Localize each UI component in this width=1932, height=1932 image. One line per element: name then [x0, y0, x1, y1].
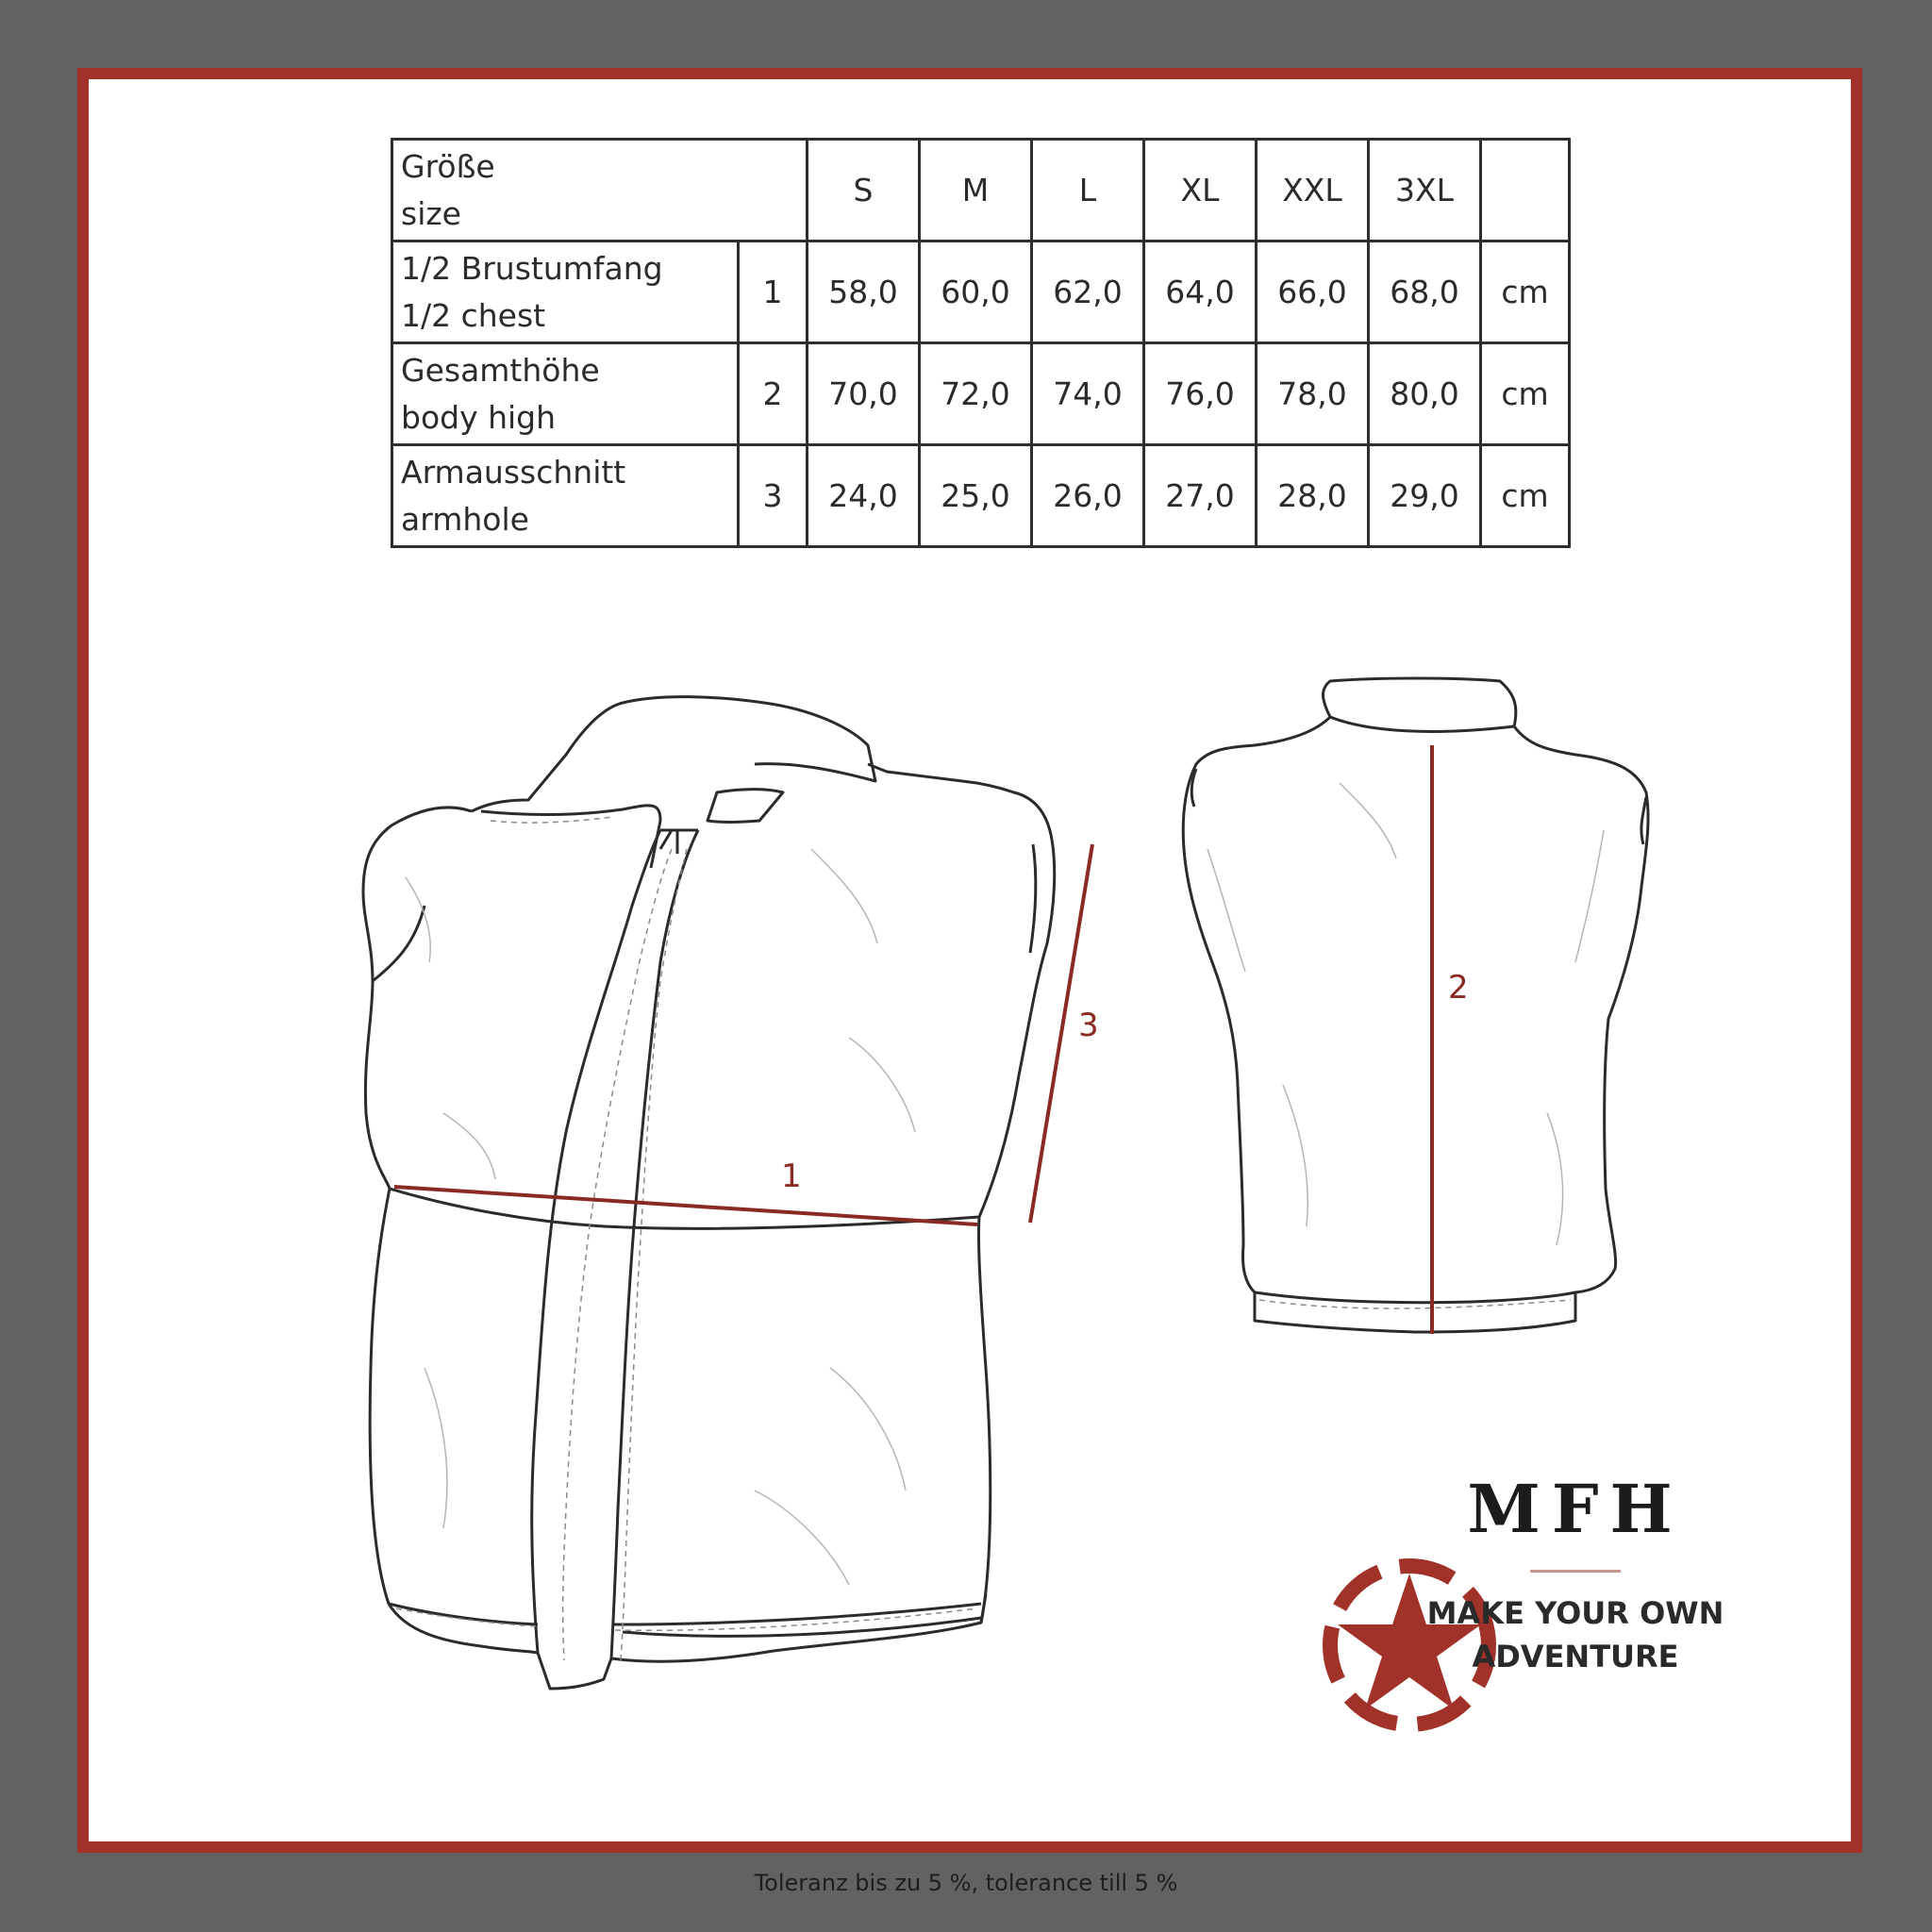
brand-tagline [1415, 1591, 1736, 1678]
row-index: 3 [739, 445, 808, 547]
row-label-de: Gesamthöhe [401, 351, 600, 389]
table-cell: 62,0 [1032, 242, 1144, 343]
size-col-xl: XL [1144, 140, 1257, 242]
table-cell: 27,0 [1144, 445, 1257, 547]
row-unit: cm [1481, 445, 1570, 547]
vest-back-drawing [1183, 678, 1648, 1332]
table-cell: 28,0 [1257, 445, 1369, 547]
brand-tagline-line1: MAKE YOUR OWN [1426, 1595, 1724, 1631]
table-cell: 78,0 [1257, 343, 1369, 445]
measure-label-2: 2 [1448, 969, 1469, 1007]
size-col-s: S [808, 140, 920, 242]
row-unit: cm [1481, 242, 1570, 343]
measure-label-1: 1 [781, 1158, 802, 1195]
table-cell: 68,0 [1369, 242, 1481, 343]
table-cell: 80,0 [1369, 343, 1481, 445]
table-cell: 70,0 [808, 343, 920, 445]
brand-divider [1530, 1570, 1621, 1573]
row-unit: cm [1481, 343, 1570, 445]
row-index: 1 [739, 242, 808, 343]
table-cell: 58,0 [808, 242, 920, 343]
measure-line-chest [394, 1187, 977, 1224]
size-col-xxl: XXL [1257, 140, 1369, 242]
row-label-en: armhole [401, 500, 529, 538]
row-label-de: Armausschnitt [401, 453, 626, 491]
row-index: 2 [739, 343, 808, 445]
row-label-en: body high [401, 398, 557, 436]
table-cell: 60,0 [920, 242, 1032, 343]
table-cell: 72,0 [920, 343, 1032, 445]
table-cell: 26,0 [1032, 445, 1144, 547]
measure-label-3: 3 [1078, 1007, 1099, 1044]
size-label-en: size [401, 194, 461, 232]
table-cell: 64,0 [1144, 242, 1257, 343]
table-cell: 25,0 [920, 445, 1032, 547]
table-cell: 76,0 [1144, 343, 1257, 445]
table-cell: 74,0 [1032, 343, 1144, 445]
vest-front-seams [396, 817, 977, 1660]
table-cell: 29,0 [1369, 445, 1481, 547]
size-col-l: L [1032, 140, 1144, 242]
size-col-m: M [920, 140, 1032, 242]
vest-back-creases [1208, 783, 1604, 1245]
row-label-de: 1/2 Brustumfang [401, 249, 663, 287]
table-cell: 24,0 [808, 445, 920, 547]
brand-name: MFH [1467, 1470, 1684, 1548]
tolerance-note: Toleranz bis zu 5 %, tolerance till 5 % [754, 1870, 1178, 1896]
size-col-3xl: 3XL [1369, 140, 1481, 242]
row-label-en: 1/2 chest [401, 296, 546, 334]
table-cell: 66,0 [1257, 242, 1369, 343]
brand-tagline-line2: ADVENTURE [1472, 1639, 1679, 1674]
brand-block [1415, 1472, 1736, 1678]
size-label-de: Größe [401, 147, 495, 185]
